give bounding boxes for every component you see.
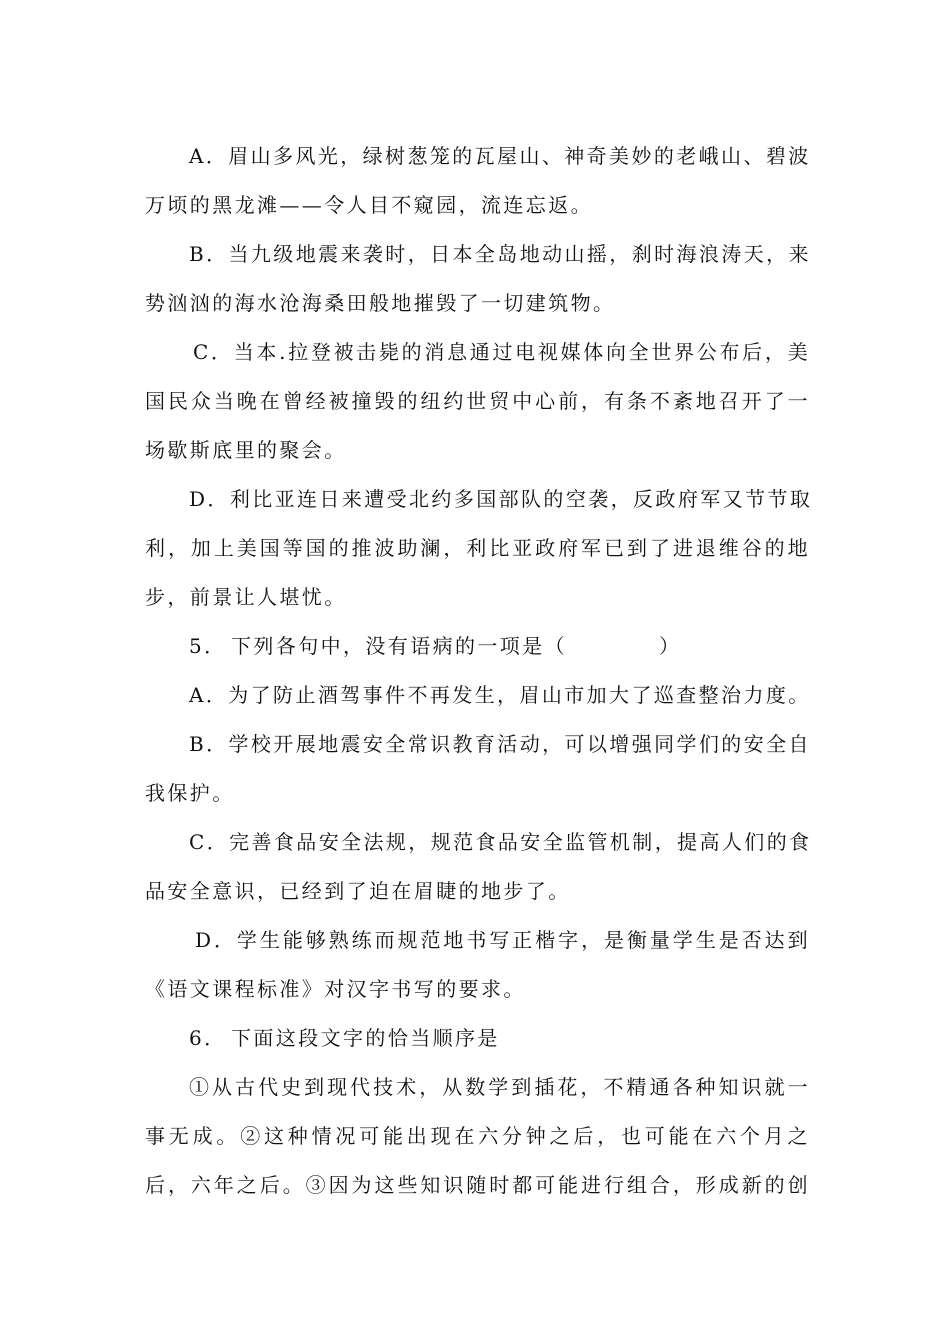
- q4-option-d: [145, 475, 813, 622]
- text-line: 利，加上美国等国的推波助澜，利比亚政府军已到了进退维谷的地: [145, 536, 810, 560]
- text-line: 国民众当晚在曾经被撞毁的纽约世贸中心前，有条不紊地召开了一: [145, 389, 810, 413]
- text-line: 品安全意识，已经到了迫在眉睫的地步了。: [145, 879, 571, 903]
- text-line: 后，六年之后。③因为这些知识随时都可能进行组合，形成新的创: [145, 1173, 810, 1197]
- text-line: B．学校开展地震安全常识教育活动，可以增强同学们的安全自: [189, 732, 811, 756]
- text-line: C．当本.拉登被击毙的消息通过电视媒体向全世界公布后，美: [193, 340, 810, 364]
- question-stem: 下列各句中，没有语病的一项是（: [231, 634, 567, 658]
- question-number: 5．: [189, 634, 227, 658]
- q6-stem: [145, 1014, 810, 1063]
- q4-option-b: [145, 230, 810, 328]
- text-line: 场歇斯底里的聚会。: [145, 438, 347, 462]
- text-line: 事无成。②这种情况可能出现在六分钟之后，也可能在六个月之: [145, 1124, 810, 1148]
- text-line: D．学生能够熟练而规范地书写正楷字，是衡量学生是否达到: [195, 928, 810, 952]
- q5-option-c: [145, 818, 810, 916]
- text-line: 万顷的黑龙滩——令人目不窥园，流连忘返。: [145, 193, 593, 217]
- text-line: A．为了防止酒驾事件不再发生，眉山市加大了巡查整治力度。: [189, 683, 811, 707]
- q4-option-c: [145, 328, 810, 475]
- text-line: 势汹汹的海水沧海桑田般地摧毁了一切建筑物。: [145, 291, 616, 315]
- q5-stem: [145, 622, 810, 671]
- question-number: 6．: [189, 1026, 227, 1050]
- q5-option-a: [145, 671, 810, 720]
- text-line: D．利比亚连日来遭受北约多国部队的空袭，反政府军又节节取: [189, 487, 813, 511]
- text-line: ①从古代史到现代技术，从数学到插花，不精通各种知识就一: [189, 1075, 810, 1099]
- text-line: 步，前景让人堪忧。: [145, 585, 347, 609]
- text-line: [145, 1014, 810, 1063]
- q4-option-a: [145, 132, 810, 230]
- text-line: [145, 622, 810, 671]
- question-stem-close: ）: [659, 634, 682, 658]
- text-line: C．完善食品安全法规，规范食品安全监管机制，提高人们的食: [189, 830, 812, 854]
- q6-passage: [145, 1063, 810, 1210]
- document-body: [145, 132, 813, 1210]
- text-line: 《语文课程标准》对汉字书写的要求。: [145, 977, 526, 1001]
- text-line: A．眉山多风光，绿树葱笼的瓦屋山、神奇美妙的老峨山、碧波: [189, 144, 811, 168]
- q5-option-d: [145, 916, 810, 1014]
- text-line: 我保护。: [145, 781, 235, 805]
- question-stem: 下面这段文字的恰当顺序是: [231, 1026, 500, 1050]
- q5-option-b: [145, 720, 810, 818]
- text-line: B．当九级地震来袭时，日本全岛地动山摇，刹时海浪涛天，来: [189, 242, 811, 266]
